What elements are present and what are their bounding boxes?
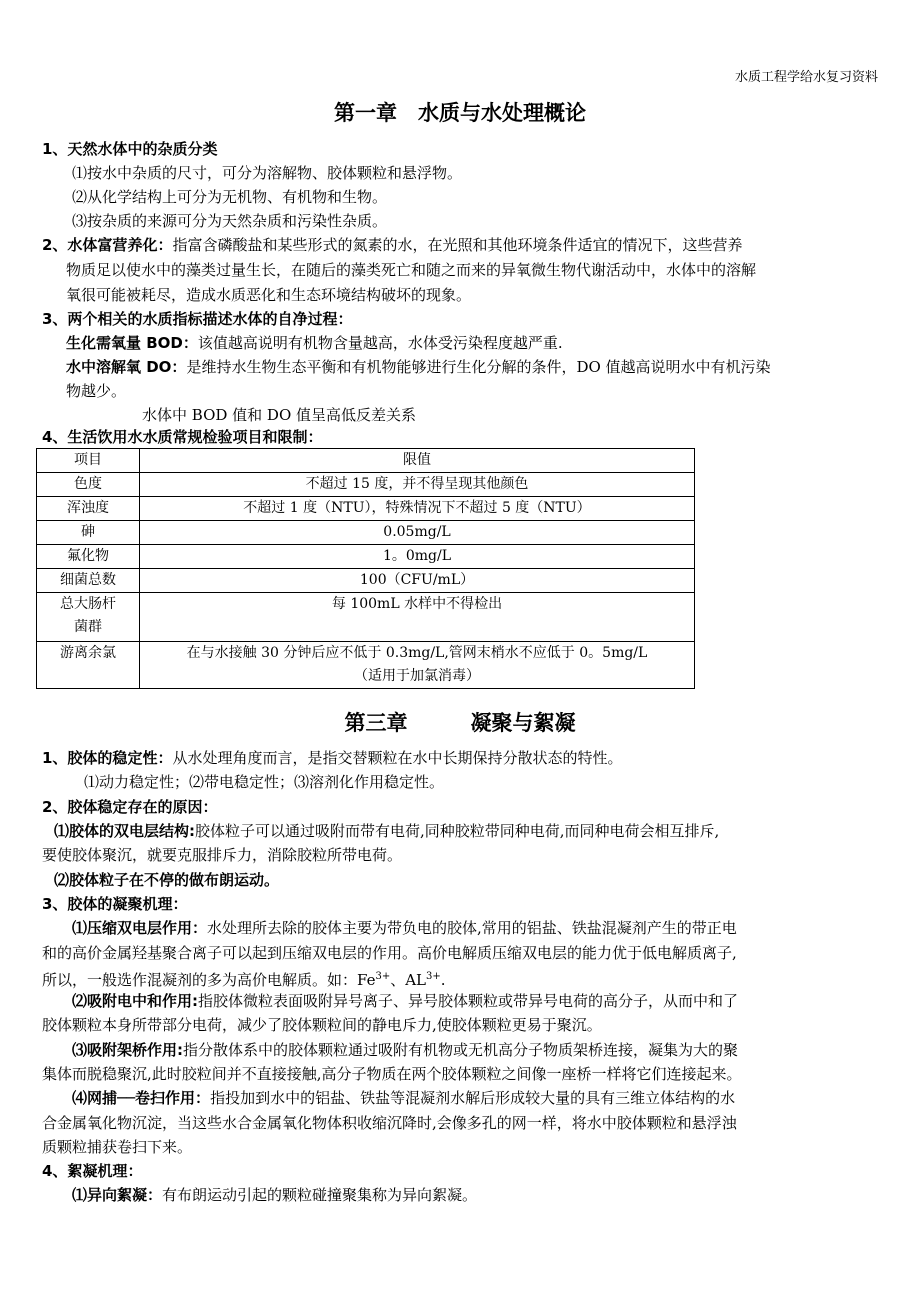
table-header-row [37, 449, 695, 473]
paragraph-text: 指富含磷酸盐和某些形式的氮素的水，在光照和其他环境条件适宜的情况下，这些营养 [172, 236, 743, 254]
chapter3-title: 第三章 凝聚与絮凝 [344, 711, 576, 735]
paragraph-text: 胶体颗粒本身所带部分电荷，减少了胶体颗粒间的静电斥力,使胶体颗粒更易于聚沉。 [42, 1016, 602, 1034]
paragraph-text: 水体中 BOD 值和 DO 值呈高低反差关系 [142, 406, 417, 424]
paragraph-text: 该值越高说明有机物含量越高，水体受污染程度越严重. [197, 334, 563, 352]
table-cell [37, 593, 140, 642]
table-cell: 砷 [37, 521, 140, 545]
table-cell-line: 总大肠杆 [60, 596, 116, 612]
section-title: 4、生活饮用水水质常规检验项目和限制： [42, 428, 323, 446]
paragraph-text: 指投加到水中的铝盐、铁盐等混凝剂水解后形成较大量的具有三维立体结构的水 [210, 1089, 736, 1107]
list-item: ⑵从化学结构上可分为无机物、有机物和生物。 [72, 188, 388, 206]
table-header: 限值 [140, 449, 695, 473]
superscript: 3+ [426, 971, 441, 982]
paragraph-text: 、AL [390, 971, 427, 989]
paragraph-text: 指分散体系中的胶体颗粒通过吸附有机物或无机高分子物质架桥连接，凝集为大的聚 [183, 1041, 739, 1059]
paragraph-text: 是维持水生物生态平衡和有机物能够进行生化分解的条件，DO 值越高说明水中有机污染 [186, 358, 771, 376]
paragraph [72, 1085, 735, 1111]
paragraph [72, 1182, 477, 1208]
paragraph [72, 988, 738, 1014]
table-header: 项目 [37, 449, 140, 473]
paragraph-text: 要使胶体聚沉，就要克服排斥力，消除胶粒所带电荷。 [42, 846, 403, 864]
paragraph-text: 和的高价金属羟基聚合离子可以起到压缩双电层的作用。高价电解质压缩双电层的能力优于低电解质离子, [42, 944, 737, 962]
table-cell-line: 菌群 [74, 619, 102, 635]
term-label: ⑴异向絮凝： [72, 1186, 163, 1204]
term-label: ⑵吸附电中和作用: [72, 992, 198, 1010]
term-label: 水中溶解氧 DO： [66, 358, 187, 376]
paragraph [42, 232, 742, 258]
table-row [37, 593, 695, 642]
table-cell: 色度 [37, 473, 140, 497]
table-cell: 不超过 1 度（NTU），特殊情况下不超过 5 度（NTU） [140, 497, 695, 521]
paragraph-text: 合金属氧化物沉淀，当这些水合金属氧化物体积收缩沉降时,会像多孔的网一样，将水中胶体颗粒和悬浮浊 [42, 1114, 737, 1132]
section-title: 4、絮凝机理： [42, 1162, 143, 1180]
table-cell: 0.05mg/L [140, 521, 695, 545]
table-cell: 游离余氯 [37, 642, 140, 689]
table-cell-line: 在与水接触 30 分钟后应不低于 0.3mg/L,管网末梢水不应低于 0。5mg/L [186, 645, 648, 661]
section-title: 3、两个相关的水质指标描述水体的自净过程： [42, 310, 353, 328]
paragraph-text: 水处理所去除的胶体主要为带负电的胶体,常用的铝盐、铁盐混凝剂产生的带正电 [207, 919, 737, 937]
term-label: ⑵胶体粒子在不停的做布朗运动。 [54, 871, 280, 889]
term-label: ⑷网捕──卷扫作用： [72, 1089, 211, 1107]
table-cell: 不超过 15 度，并不得呈现其他颜色 [140, 473, 695, 497]
table-row [37, 545, 695, 569]
table-cell: 氟化物 [37, 545, 140, 569]
paragraph [66, 354, 771, 380]
paragraph-text: 物越少。 [66, 382, 127, 400]
paragraph-text: 氧很可能被耗尽，造成水质恶化和生态环境结构破坏的现象。 [66, 286, 472, 304]
section-title: 1、天然水体中的杂质分类 [42, 140, 218, 158]
page-header: 水质工程学给水复习资料 [734, 70, 878, 85]
section-title: 2、胶体稳定存在的原因： [42, 798, 218, 816]
section-title: 1、胶体的稳定性： [42, 749, 173, 767]
table-cell [140, 642, 695, 689]
table-cell: 浑浊度 [37, 497, 140, 521]
paragraph [54, 818, 719, 844]
water-quality-table [36, 448, 695, 689]
term-label: ⑴压缩双电层作用： [72, 919, 208, 937]
paragraph-text: 有布朗运动引起的颗粒碰撞聚集称为异向絮凝。 [162, 1186, 478, 1204]
paragraph [66, 330, 563, 356]
paragraph [72, 1037, 738, 1063]
table-cell: 100（CFU/mL） [140, 569, 695, 593]
list-item: ⑴动力稳定性；⑵带电稳定性；⑶溶剂化作用稳定性。 [84, 773, 445, 791]
table-cell: 1。0mg/L [140, 545, 695, 569]
table-row [37, 473, 695, 497]
paragraph-text: 集体而脱稳聚沉,此时胶粒间并不直接接触,高分子物质在两个胶体颗粒之间像一座桥一样将它们连接起来。 [42, 1065, 742, 1083]
paragraph-text: . [440, 971, 446, 989]
term-label: ⑶吸附架桥作用: [72, 1041, 183, 1059]
paragraph [72, 915, 737, 941]
table-row [37, 569, 695, 593]
list-item: ⑴按水中杂质的尺寸，可分为溶解物、胶体颗粒和悬浮物。 [72, 164, 463, 182]
table-cell: 细菌总数 [37, 569, 140, 593]
superscript: 3+ [375, 971, 391, 982]
table-row [37, 521, 695, 545]
chapter1-title: 第一章 水质与水处理概论 [334, 101, 586, 125]
list-item: ⑶按杂质的来源可分为天然杂质和污染性杂质。 [72, 212, 388, 230]
paragraph-text: 物质足以使水中的藻类过量生长，在随后的藻类死亡和随之而来的异氧微生物代谢活动中，水体中的溶解 [66, 261, 757, 279]
section-title: 2、水体富营养化： [42, 236, 173, 254]
table-cell-line: （适用于加氯消毒） [354, 668, 480, 684]
section-title: 3、胶体的凝聚机理： [42, 895, 188, 913]
table-row [37, 497, 695, 521]
paragraph-text: 指胶体微粒表面吸附异号离子、异号胶体颗粒或带异号电荷的高分子，从而中和了 [198, 992, 739, 1010]
paragraph-text: 所以，一般选作混凝剂的多为高价电解质。如：Fe [42, 971, 376, 989]
paragraph [42, 745, 622, 771]
table-row [37, 642, 695, 689]
paragraph-text: 从水处理角度而言，是指交替颗粒在水中长期保持分散状态的特性。 [172, 749, 623, 767]
table-cell: 每 100mL 水样中不得检出 [140, 593, 695, 642]
paragraph-text: 胶体粒子可以通过吸附而带有电荷,同种胶粒带同种电荷,而同种电荷会相互排斥, [195, 822, 720, 840]
term-label: ⑴胶体的双电层结构: [54, 822, 195, 840]
term-label: 生化需氧量 BOD： [66, 334, 198, 352]
paragraph-text: 质颗粒捕获卷扫下来。 [42, 1138, 193, 1156]
